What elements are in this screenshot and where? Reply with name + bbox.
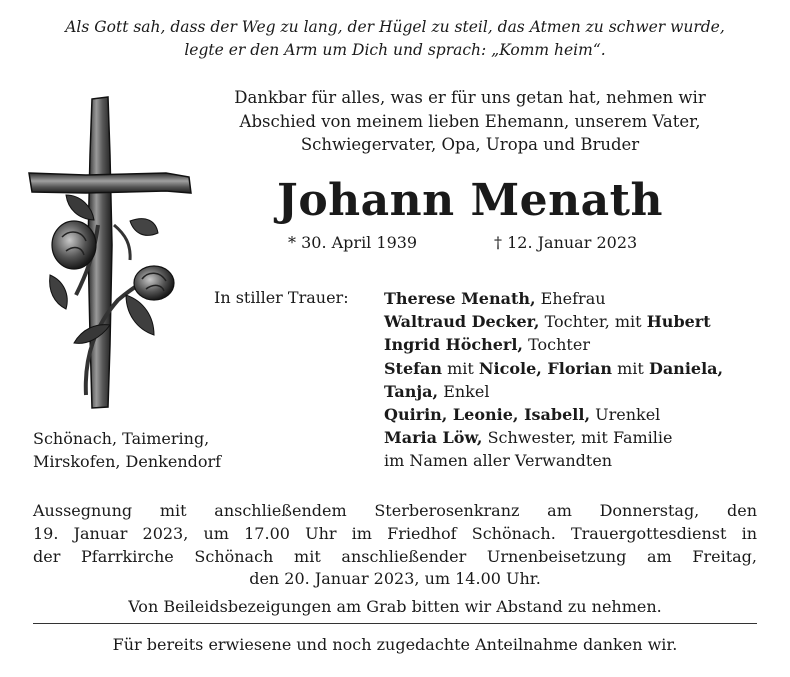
- mourner-relation: Schwester, mit Familie: [482, 428, 673, 448]
- death-date: † 12. Januar 2023: [494, 233, 638, 252]
- birth-date: * 30. April 1939: [288, 233, 418, 252]
- divider: [33, 623, 757, 624]
- mourner-name: Hubert: [646, 312, 711, 332]
- place-line: Schönach, Taimering,: [33, 429, 210, 448]
- mourner-name: Ingrid Höcherl,: [384, 335, 523, 355]
- mourner-name: Tanja,: [384, 381, 439, 401]
- places: [33, 427, 221, 473]
- mourner-name: Daniela,: [648, 358, 724, 378]
- mourner-relation: Urenkel: [590, 405, 661, 425]
- service-line: der Pfarrkirche Schönach mit anschließender Urnenbeisetzung am Freitag,: [33, 546, 757, 566]
- mourner-row: [384, 287, 723, 310]
- mourner-name: Maria Löw,: [384, 428, 483, 448]
- service-line: 19. Januar 2023, um 17.00 Uhr im Friedhof Schönach. Trauergottesdienst in: [33, 523, 757, 543]
- mourner-relation: Tochter: [523, 335, 590, 355]
- quote-line: Als Gott sah, dass der Weg zu lang, der Hügel zu steil, das Atmen zu schwer wurde,: [65, 18, 725, 36]
- mourner-row: [384, 380, 723, 403]
- mourner-row: [384, 403, 723, 426]
- intro-text: [190, 86, 750, 157]
- mourner-relation: Tochter, mit: [539, 312, 647, 332]
- mourner-relation: im Namen aller Verwandten: [384, 451, 613, 471]
- intro-line: Schwiegervater, Opa, Uropa und Bruder: [300, 135, 640, 154]
- mourner-relation: mit: [442, 358, 479, 378]
- thanks-note: Für bereits erwiesene und noch zugedachte Anteilnahme danken wir.: [112, 635, 678, 654]
- mourner-name: Stefan: [384, 358, 443, 378]
- quote-line: legte er den Arm um Dich und sprach: „Komm heim“.: [184, 41, 606, 59]
- service-line: Aussegnung mit anschließendem Sterberosenkranz am Donnerstag, den: [33, 501, 757, 520]
- deceased-name: Johann Menath: [277, 175, 663, 226]
- condolence-request: Von Beileidsbezeigungen am Grab bitten wir Abstand zu nehmen.: [128, 597, 662, 616]
- mourner-relation: Ehefrau: [535, 289, 606, 308]
- place-line: Mirskofen, Denkendorf: [33, 452, 222, 471]
- mourner-name: Quirin, Leonie, Isabell,: [384, 405, 591, 425]
- mourning-label: In stiller Trauer:: [214, 288, 349, 307]
- mourner-name: Therese Menath,: [384, 289, 536, 308]
- mourner-row: [384, 449, 723, 472]
- mourner-name: Waltraud Decker,: [384, 312, 540, 332]
- opening-quote: [20, 16, 770, 62]
- mourner-name: Nicole, Florian: [478, 358, 613, 378]
- intro-line: Dankbar für alles, was er für uns getan hat, nehmen wir: [234, 88, 706, 107]
- intro-line: Abschied von meinem lieben Ehemann, unserem Vater,: [239, 111, 701, 131]
- mourner-row: [384, 333, 723, 356]
- mourner-row: [384, 357, 723, 380]
- mourners-list: [384, 287, 723, 473]
- mourner-row: [384, 426, 723, 449]
- mourner-relation: Enkel: [438, 381, 490, 401]
- funeral-service-info: [33, 500, 757, 591]
- mourner-relation: mit: [612, 358, 649, 378]
- service-line: den 20. Januar 2023, um 14.00 Uhr.: [249, 569, 541, 589]
- mourner-row: [384, 310, 723, 333]
- cross-with-roses-icon: [26, 95, 196, 410]
